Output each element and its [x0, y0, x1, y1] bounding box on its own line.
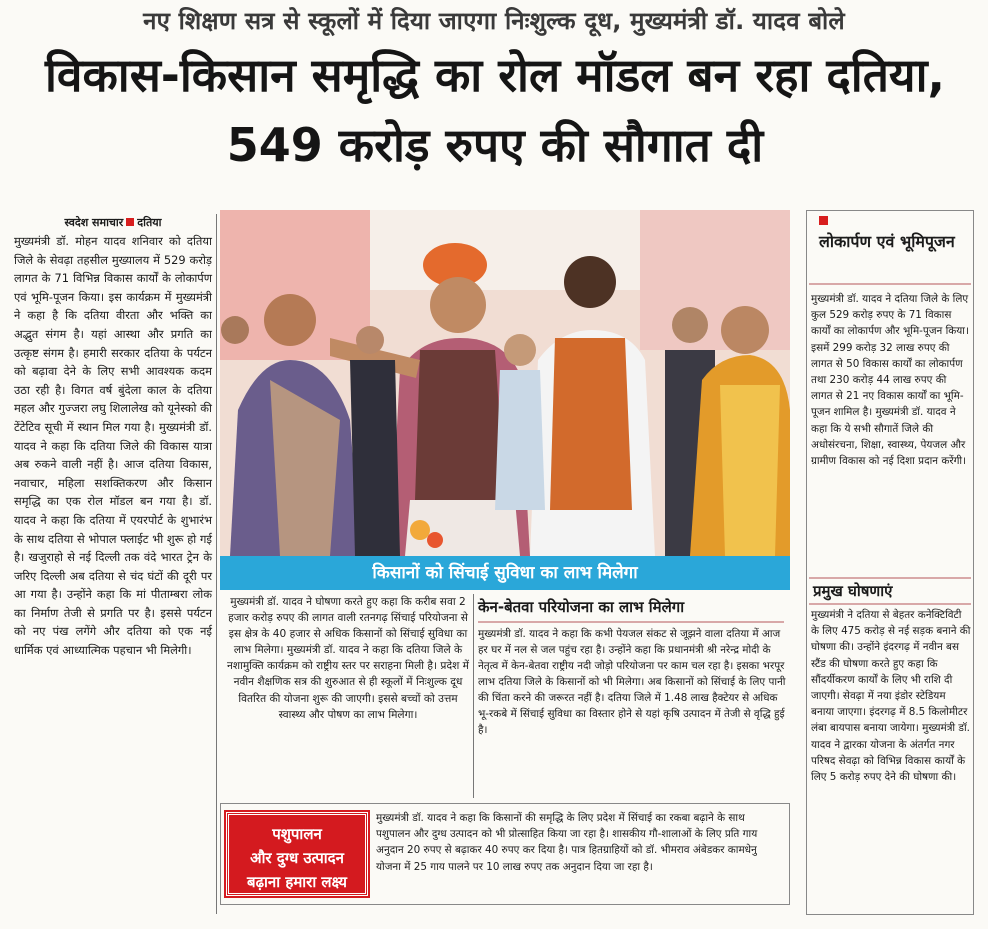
- dateline: [14, 214, 212, 232]
- left-article-body: मुख्यमंत्री डॉ. मोहन यादव शनिवार को दतिया जिले के सेवढ़ा तहसील मुख्यालय में 529 करोड़ लागत के 71 विभिन्न विकास कार्यों के लोकार्पण एवं भूमि-पूजन किया। इस कार्यक्रम में मुख्यमंत्री ने कहा है कि दतिया वीरता और भक्ति का अद्भुत संगम है। यहां आस्था और प्रगति का उत्कृष्ट संगम है। हमारी सरकार दतिया के पर्यटन को बढ़ावा देने के लिए सभी आवश्यक कदम उठा रही है। विगत वर्ष बुंदेला काल के दतिया महल और गुज्जरा लघु शिलालेख को यूनेस्को की टेंटेटिव सूची में स्थान मिल गया है। मुख्यमंत्री डॉ. यादव ने कहा कि दतिया जिले की विकास यात्रा अब रुकने वाली नहीं है। आज दतिया विकास, नवाचार, महिला सशक्तिकरण और किसान समृद्धि का एक रोल मॉडल बन गया है। डॉ. यादव ने कहा कि दतिया में एयरपोर्ट के शुभारंभ के साथ दतिया से भोपाल फ्लाईट भी शुरू हो गई है। खजुराहो से नई दिल्ली तक वंदे भारत ट्रेन के जरिए दिल्ली अब दतिया से चंद घंटों की दूरी पर आ गया है। उन्होंने कहा कि मां पीताम्बरा लोक का निर्माण तेजी से प्रगति पर है। इससे पर्यटन को नए पंख लगेंगे और दतिया को एक नई धार्मिक एवं आध्यात्मिक पहचान भी मिलेगी।: [14, 234, 212, 658]
- sidebar-heading-ghoshnayen: प्रमुख घोषणाएं: [813, 582, 893, 600]
- sidebar-heading-underline: [809, 283, 971, 285]
- red-box-line-2: और दुग्ध उत्पादन: [250, 849, 344, 867]
- sidebar-heading-underline: [809, 603, 971, 605]
- sidebar-paragraph-1: मुख्यमंत्री डॉ. यादव ने दतिया जिले के लिए कुल 529 करोड़ रुपए के 71 विकास कार्यों का लोकार्पण और भूमि-पूजन किया। इसमें 299 करोड़ 32 लाख रुपए की लागत से 50 विकास कार्यों का लोकार्पण तथा 230 करोड़ 44 लाख रुपए की लागत से 21 नए विकास कार्यों का भूमि-पूजन शामिल है। मुख्यमंत्री डॉ. यादव ने कहा कि ये सभी सौगातें जिले की अधोसंरचना, शिक्षा, स्वास्थ्य, पेयजल और ग्रामीण विकास को नई दिशा प्रदान करेंगी।: [811, 293, 969, 468]
- photo-caption-bar: किसानों को सिंचाई सुविधा का लाभ मिलेगा: [220, 556, 790, 590]
- red-highlight-box: [226, 812, 368, 896]
- left-column: [14, 214, 212, 924]
- sidebar-heading-lokarpan: लोकार्पण एवं भूमिपूजन: [819, 232, 955, 251]
- red-square-icon: [819, 216, 828, 225]
- dateline-place: दतिया: [137, 216, 162, 229]
- column-divider: [473, 594, 474, 798]
- mid-left-article: मुख्यमंत्री डॉ. यादव ने घोषणा करते हुए कहा कि करीब सवा 2 हजार करोड़ रुपए की लागत वाली रतनगढ़ सिंचाई परियोजना से इस क्षेत्र के 40 हजार से अधिक किसानों को सिंचाई सुविधा का लाभ मिलेगा। मुख्यमंत्री डॉ. यादव ने कहा कि दतिया जिले के नशामुक्ति कार्यक्रम को राष्ट्रीय स्तर पर सराहना मिली है। प्रदेश में नवीन शैक्षणिक सत्र की शुरुआत से ही स्कूलों में निःशुल्क दूध वितरित की योजना शुरू की जाएगी। इससे बच्चों को उत्तम स्वास्थ्य और पोषण का लाभ मिलेगा।: [227, 596, 469, 721]
- kicker-headline: नए शिक्षण सत्र से स्कूलों में दिया जाएगा निःशुल्क दूध, मुख्यमंत्री डॉ. यादव बोले: [143, 7, 845, 35]
- red-box-line-1: पशुपालन: [272, 825, 322, 843]
- main-headline: विकास-किसान समृद्धि का रोल मॉडल बन रहा दतिया, 549 करोड़ रुपए की सौगात दी: [44, 48, 946, 172]
- bottom-box-article: मुख्यमंत्री डॉ. यादव ने कहा कि किसानों की समृद्धि के लिए प्रदेश में सिंचाई का रकबा बढ़ाने के साथ पशुपालन और दुग्ध उत्पादन को भी प्रोत्साहित किया जा रहा है। शासकीय गौ-शालाओं के लिए प्रति गाय अनुदान 20 रुपए से बढ़ाकर 40 रुपए कर दिया है। पात्र हितग्राहियों को डॉ. भीमराव अंबेडकर कामधेनु योजना में 25 गाय पालने पर 10 लाख रुपए तक अनुदान दिया जा रहा है।: [376, 812, 758, 873]
- people-on-stage-illustration: [220, 210, 790, 556]
- column-divider: [216, 214, 217, 914]
- news-photo: [220, 210, 790, 556]
- subhead-underline: [478, 621, 784, 623]
- mid-right-article: मुख्यमंत्री डॉ. यादव ने कहा कि कभी पेयजल संकट से जूझने वाला दतिया में आज हर घर में नल से जल पहुंच रहा है। उन्होंने कहा कि प्रधानमंत्री श्री नरेन्द्र मोदी के नेतृत्व में केन-बेतवा राष्ट्रीय नदी जोड़ो परियोजना पर काम चल रहा है। इसका भरपूर लाभ दतिया जिले के किसानों को भी मिलेगा। अब किसानों को सिंचाई के लिए पानी की चिंता करने की जरूरत नहीं है। दतिया जिले में 1.48 लाख हैक्टेयर से अधिक भू-रकबे में सिंचाई सुविधा का विस्तार होने से यहां कृषि उत्पादन में तेजी से वृद्धि हुई है।: [478, 628, 786, 736]
- right-sidebar: [806, 210, 974, 915]
- red-box-line-3: बढ़ाना हमारा लक्ष्य: [247, 873, 347, 891]
- subhead-ken-betwa: केन-बेतवा परियोजना का लाभ मिलेगा: [478, 598, 685, 616]
- sidebar-divider: [809, 577, 971, 579]
- red-square-icon: [126, 218, 134, 226]
- dateline-source: स्वदेश समाचार: [64, 216, 124, 229]
- sidebar-paragraph-2: मुख्यमंत्री ने दतिया से बेहतर कनेक्टिविटी के लिए 475 करोड़ से नई सड़क बनाने की घोषणा की। उन्होंने इंदरगढ़ में नवीन बस स्टैंड की घोषणा करते हुए कहा कि सौंदर्यीकरण कार्यों के लिए भी राशि दी जाएगी। सेवढ़ा में नया इंडोर स्टेडियम बनाया जाएगा। इंदरगढ़ में 8.5 किलोमीटर लंबा बायपास बनाया जायेगा। मुख्यमंत्री डॉ. यादव ने द्वारका योजना के अंतर्गत नगर परिषद सेवढ़ा को विभिन्न विकास कार्यों के लिए 5 करोड़ रुपए देने की घोषणा की।: [811, 609, 971, 784]
